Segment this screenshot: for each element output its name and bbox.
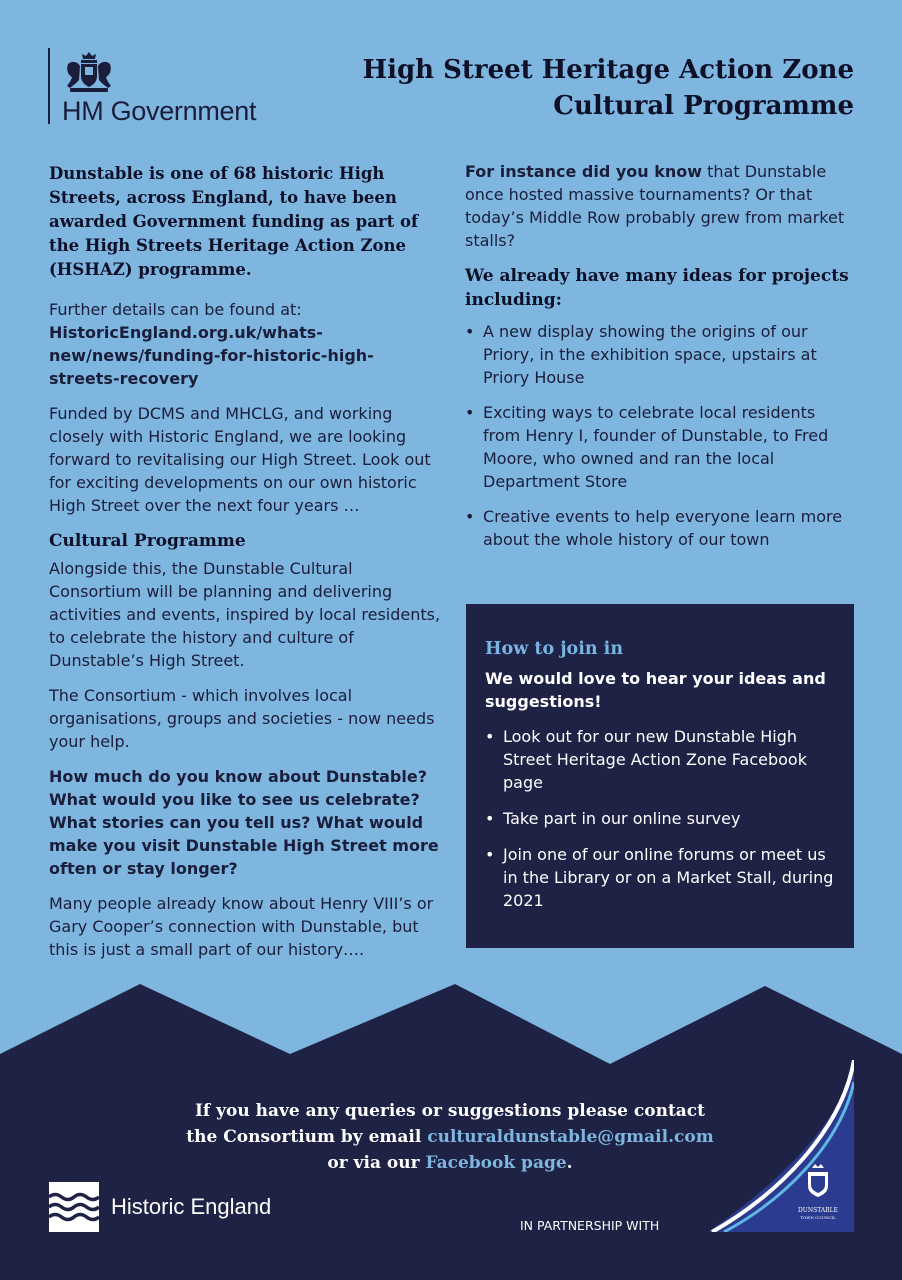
contact-line-3-text: or via our	[327, 1153, 426, 1173]
contact-text	[120, 1098, 780, 1176]
how-to-join-panel	[466, 604, 854, 948]
council-name: DUNSTABLE	[797, 1207, 839, 1214]
list-item: • A new display showing the origins of our Priory, in the exhibition space, upstairs at Priory House	[465, 320, 855, 389]
list-item: • Look out for our new Dunstable High Street Heritage Action Zone Facebook page	[485, 725, 834, 794]
funded-paragraph: Funded by DCMS and MHCLG, and working closely with Historic England, we are looking forward to revitalising our High Street. Look out for exciting developments on our own historic High Street over the next four years …	[49, 404, 431, 515]
contact-line-2-text: the Consortium by email	[186, 1127, 428, 1147]
contact-line-2	[120, 1124, 780, 1150]
join-title: How to join in	[485, 639, 624, 659]
questions-paragraph: How much do you know about Dunstable? What would you like to see us celebrate? What stories can you tell us? What would make you visit Dunstable High Street more often or stay longer?	[49, 767, 439, 878]
royal-crest-icon	[62, 50, 116, 94]
contact-line-3	[120, 1150, 780, 1176]
council-subtitle: TOWN COUNCIL	[800, 1215, 836, 1220]
list-item: • Exciting ways to celebrate local residents from Henry I, founder of Dunstable, to Fred Moore, who owned and ran the local Department Store	[465, 401, 855, 493]
instance-bold: For instance did you know	[465, 162, 703, 181]
title-line-2: Cultural Programme	[553, 91, 854, 121]
partnership-label: IN PARTNERSHIP WITH	[520, 1218, 660, 1233]
left-column	[49, 162, 444, 973]
list-item: • Join one of our online forums or meet us in the Library or on a Market Stall, during 2021	[485, 843, 834, 912]
dunstable-town-council-logo	[708, 1060, 854, 1232]
hm-government-label: HM Government	[62, 96, 257, 126]
instance-paragraph	[465, 160, 855, 252]
lead-paragraph: Dunstable is one of 68 historic High Streets, across England, to have been awarded Government funding as part of the High Streets Heritage Action Zone (HSHAZ) programme.	[49, 164, 419, 279]
details-paragraph	[49, 298, 444, 390]
list-item: • Creative events to help everyone learn more about the whole history of our town	[465, 505, 855, 551]
ideas-heading: We already have many ideas for projects including:	[465, 266, 849, 310]
details-url-link[interactable]: HistoricEngland.org.uk/whats-new/news/funding-for-historic-high-streets-recovery	[49, 323, 374, 388]
list-item: • Take part in our online survey	[485, 807, 834, 830]
logo-divider	[48, 48, 50, 124]
details-intro: Further details can be found at:	[49, 300, 302, 319]
title-line-1: High Street Heritage Action Zone	[362, 55, 854, 85]
page-title	[294, 52, 854, 124]
instance-rest: that Dunstable once hosted massive tournaments? Or that today’s Middle Row probably grew from market stalls?	[465, 162, 845, 250]
join-subtitle: We would love to hear your ideas and suggestions!	[485, 669, 826, 711]
alongside-paragraph: Alongside this, the Dunstable Cultural Consortium will be planning and delivering activities and events, inspired by local residents, to celebrate the history and culture of Dunstable’s High Street.	[49, 559, 441, 670]
facebook-link[interactable]: Facebook page	[425, 1153, 567, 1173]
historic-england-waves-icon	[49, 1182, 99, 1232]
join-list	[485, 725, 834, 912]
historic-england-label: Historic England	[111, 1194, 272, 1219]
cultural-programme-heading: Cultural Programme	[49, 531, 246, 551]
contact-line-3-end: .	[566, 1153, 573, 1173]
email-link[interactable]: culturaldunstable@gmail.com	[427, 1127, 714, 1147]
right-column	[465, 160, 855, 563]
many-people-paragraph: Many people already know about Henry VIII’s or Gary Cooper’s connection with Dunstable, but this is just a small part of our history….	[49, 894, 434, 959]
ideas-list	[465, 320, 855, 551]
contact-line-1: If you have any queries or suggestions please contact	[194, 1101, 706, 1121]
consortium-paragraph: The Consortium - which involves local organisations, groups and societies - now needs your help.	[49, 686, 435, 751]
